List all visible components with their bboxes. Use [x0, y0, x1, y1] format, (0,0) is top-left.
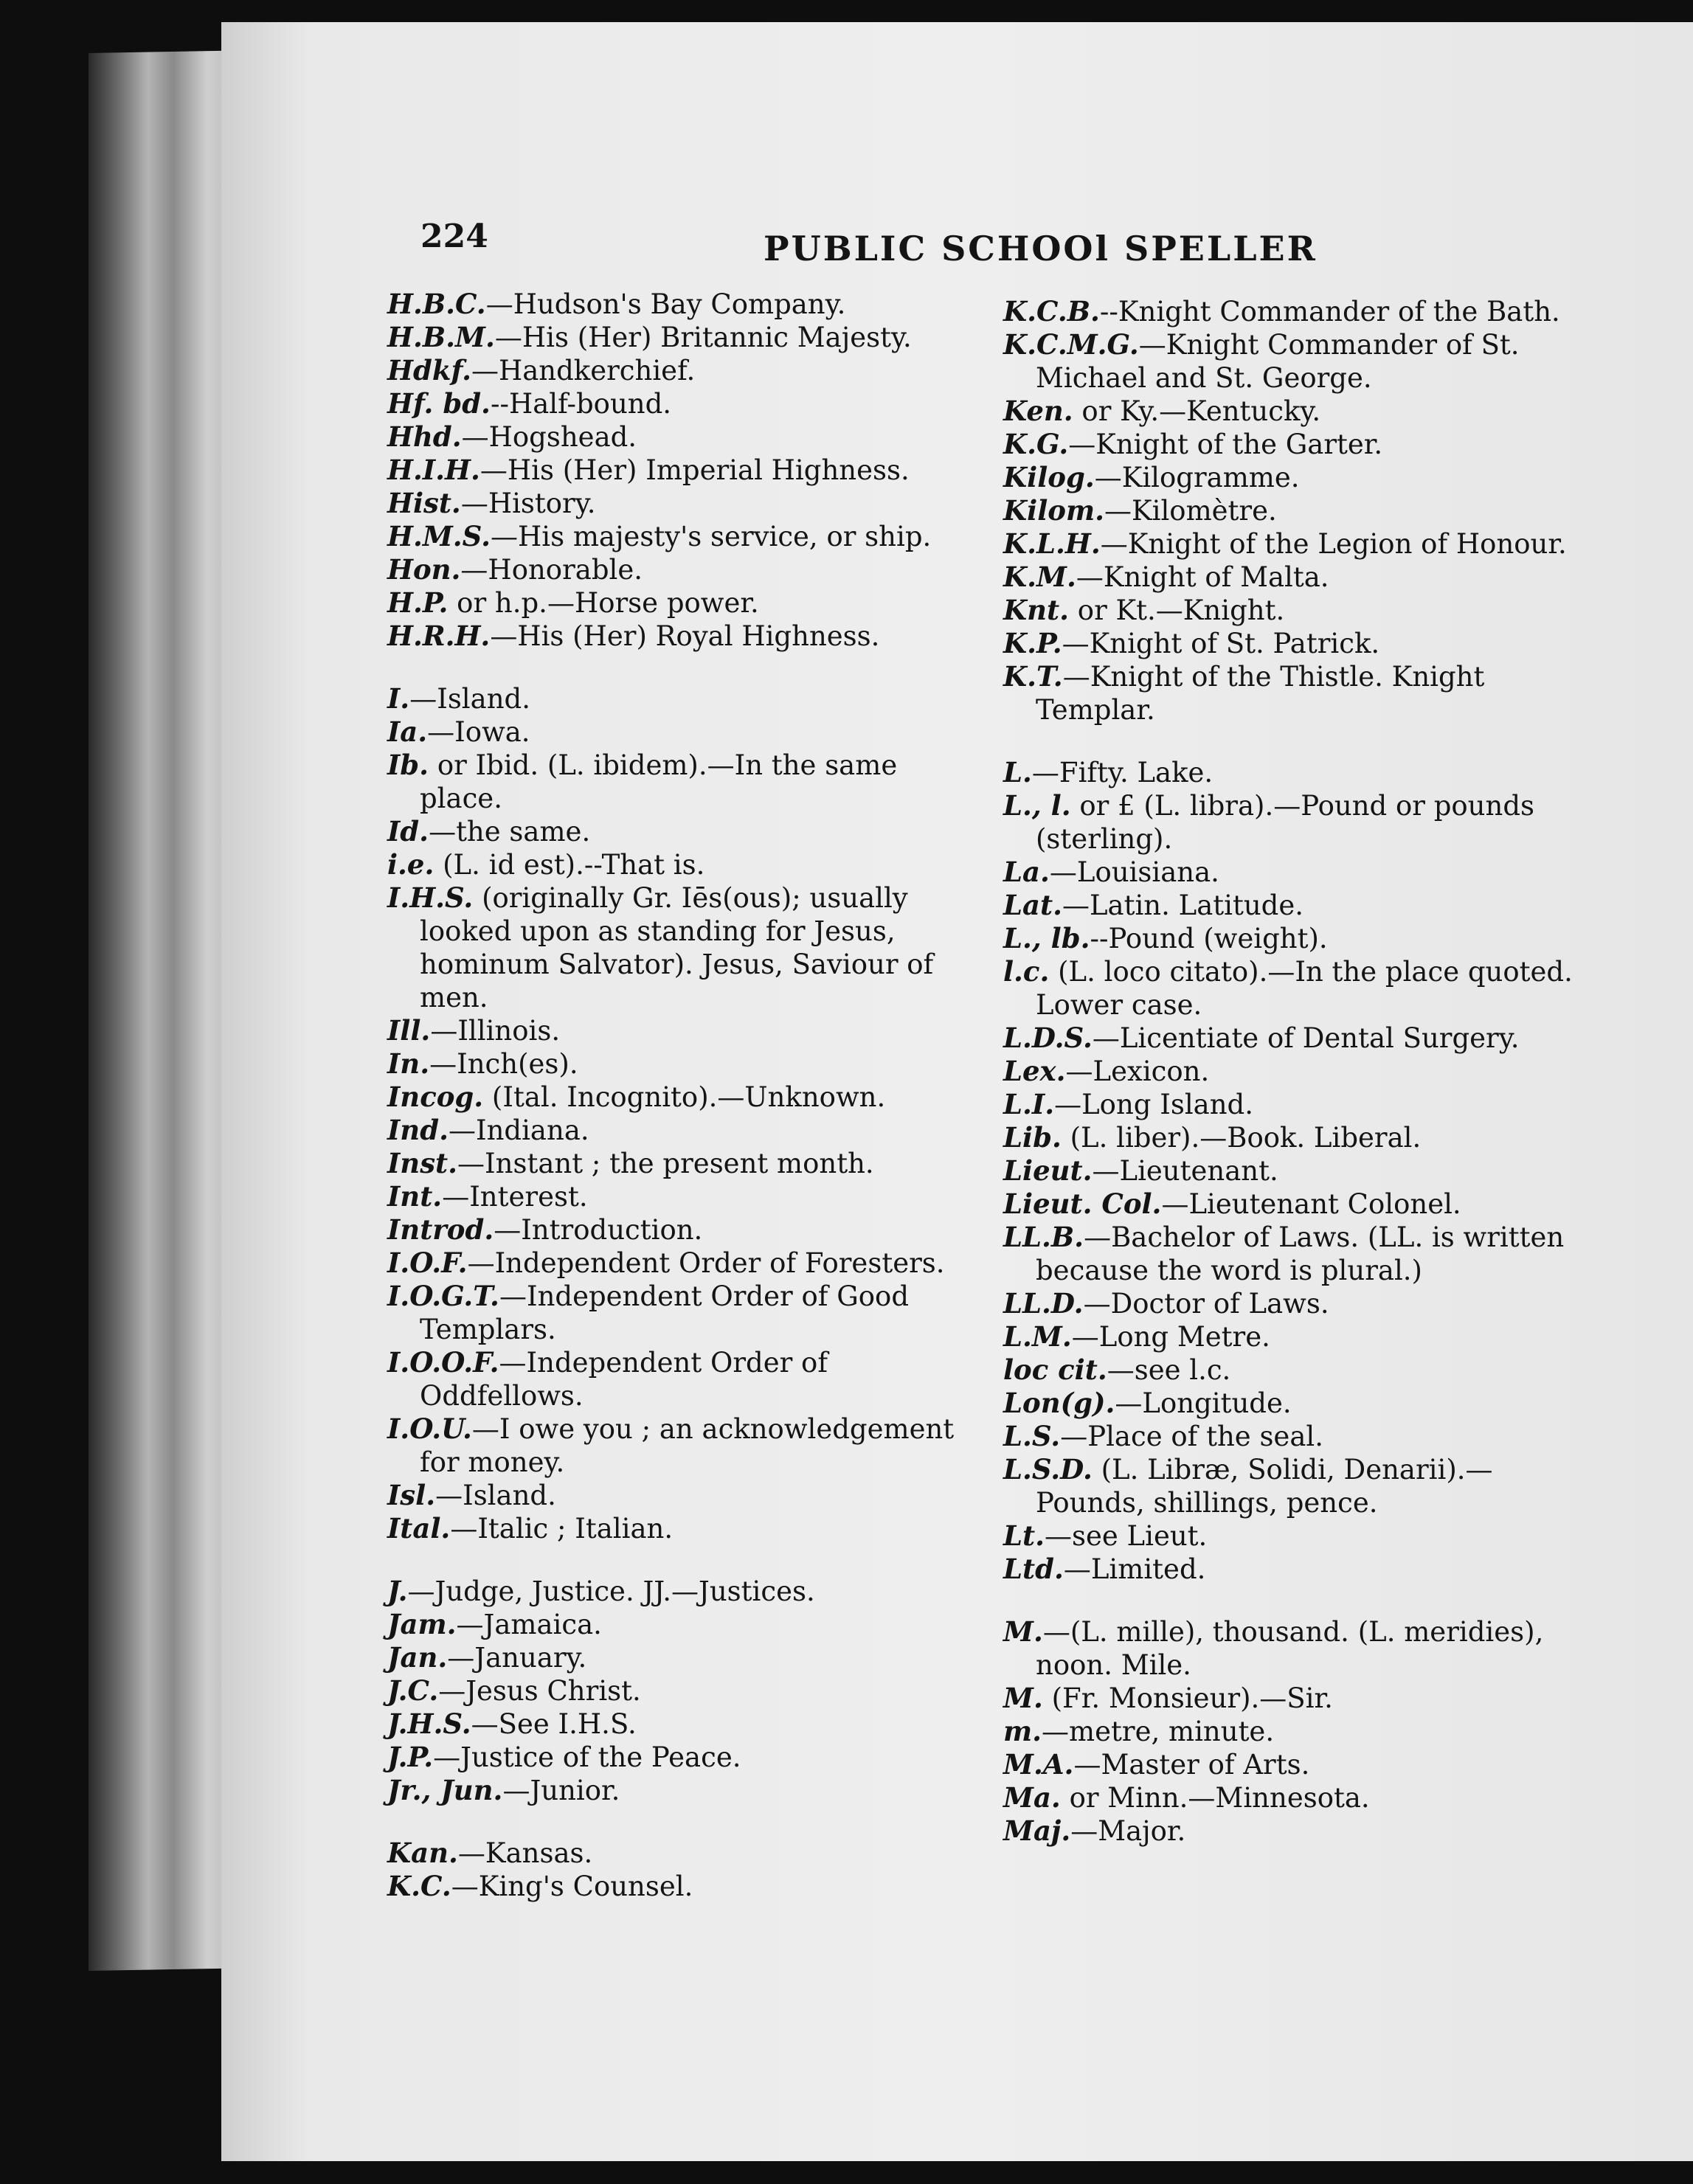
- entry-definition: —Introduction.: [494, 1214, 703, 1246]
- dictionary-entry: [387, 1512, 963, 1545]
- dictionary-entry: [387, 1047, 963, 1081]
- entry-abbreviation: L., l.: [1003, 789, 1071, 822]
- dictionary-entry: [1003, 627, 1579, 660]
- entry-abbreviation: M.: [1003, 1682, 1043, 1714]
- dictionary-entry: [387, 620, 963, 653]
- entry-abbreviation: L.S.: [1003, 1420, 1061, 1452]
- entry-abbreviation: Inst.: [387, 1147, 458, 1179]
- entry-definition: —Junior.: [502, 1775, 620, 1806]
- dictionary-entry: [1003, 856, 1579, 889]
- entry-definition: —Knight of the Thistle. Knight Templar.: [1036, 661, 1485, 726]
- dictionary-entry: [387, 1575, 963, 1608]
- entry-abbreviation: In.: [387, 1047, 430, 1080]
- entry-definition: (Ital. Incognito).—Unknown.: [483, 1081, 886, 1113]
- dictionary-entry: [1003, 1287, 1579, 1320]
- dictionary-entry: [1003, 660, 1579, 727]
- entry-abbreviation: LL.D.: [1003, 1287, 1084, 1320]
- entry-group: [1003, 295, 1579, 727]
- entry-definition: —Knight of St. Patrick.: [1062, 628, 1380, 659]
- entry-abbreviation: Ital.: [387, 1512, 451, 1545]
- entry-definition: —Longitude.: [1115, 1387, 1292, 1419]
- dictionary-entry: [1003, 1188, 1579, 1221]
- dictionary-entry: [387, 1114, 963, 1147]
- entry-abbreviation: Hdkf.: [387, 354, 471, 386]
- entry-abbreviation: Introd.: [387, 1213, 494, 1246]
- entry-definition: --Pound (weight).: [1090, 923, 1328, 954]
- dictionary-entry: [387, 1608, 963, 1641]
- dictionary-entry: [1003, 1682, 1579, 1715]
- entry-definition: —Jamaica.: [456, 1609, 602, 1640]
- dictionary-entry: [1003, 561, 1579, 594]
- dictionary-entry: [387, 1280, 963, 1346]
- entry-definition: —Honorable.: [460, 554, 643, 586]
- dictionary-entry: [1003, 428, 1579, 461]
- dictionary-entry: [387, 715, 963, 749]
- entry-abbreviation: J.H.S.: [387, 1708, 471, 1740]
- entry-abbreviation: Int.: [387, 1180, 443, 1213]
- entry-abbreviation: L.: [1003, 756, 1032, 788]
- dictionary-entry: [387, 1014, 963, 1047]
- entry-abbreviation: Kilog.: [1003, 461, 1095, 493]
- entry-definition: —Instant ; the present month.: [457, 1148, 874, 1179]
- dictionary-entry: [387, 1479, 963, 1512]
- entry-definition: —His (Her) Imperial Highness.: [479, 454, 910, 486]
- dictionary-entry: [1003, 494, 1579, 527]
- left-column: [387, 288, 963, 1932]
- dictionary-entry: [387, 1870, 963, 1903]
- dictionary-entry: [387, 387, 963, 420]
- entry-definition: —Limited.: [1063, 1553, 1206, 1585]
- entry-abbreviation: I.: [387, 682, 410, 715]
- entry-group: [1003, 1615, 1579, 1848]
- entry-abbreviation: Jam.: [387, 1608, 457, 1640]
- entry-definition: —History.: [460, 488, 596, 519]
- entry-abbreviation: Ind.: [387, 1114, 449, 1146]
- entry-abbreviation: Lat.: [1003, 889, 1062, 921]
- entry-definition: —Italic ; Italian.: [450, 1513, 674, 1545]
- entry-abbreviation: Isl.: [387, 1479, 436, 1511]
- entry-abbreviation: Lon(g).: [1003, 1387, 1115, 1419]
- entry-group: [387, 288, 963, 653]
- entry-definition: —Lexicon.: [1065, 1055, 1210, 1087]
- dictionary-entry: [387, 321, 963, 354]
- entry-abbreviation: Kan.: [387, 1837, 458, 1869]
- dictionary-entry: [1003, 1715, 1579, 1748]
- entry-definition: —See I.H.S.: [471, 1708, 637, 1740]
- entry-definition: —Latin. Latitude.: [1062, 890, 1304, 921]
- entry-definition: or Ibid. (L. ibidem).—In the same place.: [420, 749, 898, 814]
- dictionary-entry: [1003, 1781, 1579, 1814]
- entry-abbreviation: l.c.: [1003, 955, 1050, 988]
- entry-abbreviation: Lex.: [1003, 1055, 1066, 1087]
- entry-abbreviation: H.R.H.: [387, 620, 491, 652]
- entry-definition: —Independent Order of Oddfellows.: [420, 1347, 828, 1412]
- entry-abbreviation: K.P.: [1003, 627, 1062, 659]
- entry-abbreviation: J.: [387, 1575, 408, 1607]
- entry-definition: —Lieutenant.: [1092, 1155, 1278, 1187]
- dictionary-entry: [1003, 1519, 1579, 1553]
- dictionary-entry: [1003, 395, 1579, 428]
- entry-definition: (L. loco citato).—In the place quoted. Lower case.: [1036, 956, 1573, 1021]
- entry-definition: —Indiana.: [448, 1114, 589, 1146]
- dictionary-entry: [387, 487, 963, 520]
- entry-definition: —Kansas.: [457, 1837, 593, 1869]
- dictionary-entry: [1003, 1022, 1579, 1055]
- dictionary-entry: [387, 288, 963, 321]
- entry-definition: —Island.: [435, 1480, 556, 1511]
- dictionary-entry: [1003, 1420, 1579, 1453]
- right-column: [1003, 295, 1579, 1877]
- dictionary-entry: [387, 1741, 963, 1774]
- entry-definition: —Bachelor of Laws. (LL. is written because the word is plural.): [1036, 1221, 1565, 1286]
- entry-definition: —Knight of the Legion of Honour.: [1100, 528, 1567, 560]
- dictionary-entry: [387, 682, 963, 715]
- entry-definition: —Iowa.: [427, 716, 530, 748]
- entry-abbreviation: Ken.: [1003, 395, 1073, 427]
- entry-abbreviation: loc cit.: [1003, 1353, 1107, 1386]
- dictionary-entry: [387, 354, 963, 387]
- entry-definition: (L. Libræ, Solidi, Denarii).—Pounds, shillings, pence.: [1036, 1454, 1493, 1519]
- entry-definition: —metre, minute.: [1042, 1716, 1275, 1747]
- dictionary-entry: [1003, 1748, 1579, 1781]
- dictionary-entry: [387, 1412, 963, 1479]
- dictionary-entry: [387, 586, 963, 620]
- entry-definition: —His majesty's service, or ship.: [490, 521, 932, 552]
- dictionary-entry: [387, 1774, 963, 1807]
- entry-definition: —Lieutenant Colonel.: [1161, 1188, 1461, 1220]
- dictionary-entry: [387, 520, 963, 553]
- entry-abbreviation: Lieut.: [1003, 1154, 1093, 1187]
- dictionary-entry: [387, 553, 963, 586]
- entry-definition: —Independent Order of Good Templars.: [420, 1280, 910, 1345]
- dictionary-entry: [1003, 756, 1579, 789]
- dictionary-entry: [1003, 1121, 1579, 1154]
- entry-abbreviation: K.C.B.: [1003, 295, 1100, 327]
- entry-definition: —His (Her) Royal Highness.: [490, 620, 880, 652]
- page-number: 224: [420, 218, 488, 255]
- entry-abbreviation: K.C.: [387, 1870, 451, 1902]
- entry-abbreviation: H.P.: [387, 586, 449, 619]
- entry-definition: —Licentiate of Dental Surgery.: [1092, 1022, 1520, 1054]
- entry-abbreviation: Ma.: [1003, 1781, 1061, 1814]
- dictionary-entry: [387, 1708, 963, 1741]
- entry-definition: or Minn.—Minnesota.: [1060, 1782, 1370, 1814]
- entry-definition: —Major.: [1070, 1815, 1186, 1847]
- entry-definition: —(L. mille), thousand. (L. meridies), noon. Mile.: [1036, 1616, 1544, 1681]
- dictionary-entry: [1003, 1453, 1579, 1519]
- entry-definition: —Knight of the Garter.: [1068, 429, 1383, 460]
- entry-abbreviation: Maj.: [1003, 1814, 1071, 1847]
- entry-definition: —Hogshead.: [461, 421, 637, 453]
- entry-definition: --Half-bound.: [490, 388, 672, 420]
- dictionary-entry: [1003, 594, 1579, 627]
- dictionary-entry: [1003, 1353, 1579, 1387]
- entry-definition: —King's Counsel.: [451, 1871, 693, 1902]
- dictionary-entry: [1003, 295, 1579, 328]
- dictionary-entry: [387, 454, 963, 487]
- entry-definition: —Handkerchief.: [471, 355, 696, 386]
- entry-definition: —Master of Arts.: [1073, 1749, 1310, 1781]
- entry-definition: or Ky.—Kentucky.: [1073, 395, 1321, 427]
- entry-definition: —Place of the seal.: [1060, 1421, 1323, 1452]
- dictionary-entry: [1003, 1615, 1579, 1682]
- entry-abbreviation: Jr., Jun.: [387, 1774, 503, 1806]
- entry-definition: (Fr. Monsieur).—Sir.: [1042, 1682, 1333, 1714]
- dictionary-entry: [387, 881, 963, 1014]
- entry-definition: —the same.: [429, 816, 591, 847]
- dictionary-entry: [387, 749, 963, 815]
- entry-definition: —January.: [447, 1642, 587, 1674]
- entry-abbreviation: K.G.: [1003, 428, 1069, 460]
- entry-abbreviation: Lieut. Col.: [1003, 1188, 1162, 1220]
- entry-abbreviation: Ib.: [387, 749, 429, 781]
- entry-abbreviation: H.B.M.: [387, 321, 495, 353]
- entry-definition: (L. id est).--That is.: [434, 849, 705, 881]
- entry-abbreviation: Ia.: [387, 715, 428, 748]
- entry-abbreviation: L.I.: [1003, 1088, 1055, 1120]
- dictionary-entry: [1003, 1320, 1579, 1353]
- dictionary-entry: [1003, 889, 1579, 922]
- dictionary-entry: [387, 1081, 963, 1114]
- entry-definition: —Kilogramme.: [1094, 462, 1300, 493]
- entry-definition: —Long Island.: [1054, 1089, 1253, 1120]
- entry-abbreviation: L.S.D.: [1003, 1453, 1093, 1486]
- entry-abbreviation: K.T.: [1003, 660, 1063, 693]
- entry-abbreviation: i.e.: [387, 848, 434, 881]
- entry-abbreviation: I.O.G.T.: [387, 1280, 499, 1312]
- dictionary-entry: [1003, 1088, 1579, 1121]
- entry-abbreviation: L.M.: [1003, 1320, 1072, 1353]
- dictionary-entry: [1003, 1055, 1579, 1088]
- dictionary-entry: [1003, 328, 1579, 395]
- dictionary-entry: [387, 1213, 963, 1247]
- entry-definition: —Fifty. Lake.: [1031, 757, 1214, 788]
- entry-abbreviation: K.M.: [1003, 561, 1076, 593]
- entry-abbreviation: I.O.O.F.: [387, 1346, 499, 1379]
- entry-definition: —Interest.: [442, 1181, 588, 1213]
- entry-definition: or h.p.—Horse power.: [448, 587, 759, 619]
- dictionary-entry: [1003, 1154, 1579, 1188]
- entry-abbreviation: H.B.C.: [387, 288, 486, 320]
- entry-abbreviation: I.O.F.: [387, 1247, 468, 1279]
- entry-abbreviation: LL.B.: [1003, 1221, 1084, 1253]
- entry-definition: —Justice of the Peace.: [433, 1741, 741, 1773]
- entry-abbreviation: Hon.: [387, 553, 461, 586]
- dictionary-entry: [1003, 922, 1579, 955]
- entry-definition: —I owe you ; an acknowledgement for money.: [420, 1413, 955, 1478]
- entry-abbreviation: La.: [1003, 856, 1050, 888]
- entry-abbreviation: I.O.U.: [387, 1412, 472, 1445]
- entry-group: [387, 1575, 963, 1807]
- entry-abbreviation: M.: [1003, 1615, 1043, 1648]
- entry-abbreviation: I.H.S.: [387, 881, 474, 914]
- entry-definition: —Island.: [409, 683, 530, 715]
- running-title: PUBLIC SCHOOl SPELLER: [764, 229, 1318, 268]
- book-page: [221, 22, 1693, 2161]
- dictionary-entry: [387, 848, 963, 881]
- entry-abbreviation: Ill.: [387, 1014, 431, 1047]
- entry-definition: --Knight Commander of the Bath.: [1099, 296, 1560, 327]
- entry-definition: —Long Metre.: [1071, 1321, 1270, 1353]
- entry-definition: —Kilomètre.: [1104, 495, 1277, 527]
- entry-abbreviation: J.P.: [387, 1741, 434, 1773]
- entry-abbreviation: Incog.: [387, 1081, 484, 1113]
- entry-abbreviation: Id.: [387, 815, 429, 847]
- dictionary-entry: [387, 1247, 963, 1280]
- dictionary-entry: [1003, 1553, 1579, 1586]
- dictionary-entry: [387, 1147, 963, 1180]
- entry-abbreviation: Ltd.: [1003, 1553, 1064, 1585]
- entry-group: [387, 1837, 963, 1903]
- dictionary-entry: [1003, 1221, 1579, 1287]
- entry-abbreviation: Hhd.: [387, 420, 462, 453]
- entry-group: [387, 682, 963, 1545]
- dictionary-entry: [1003, 1814, 1579, 1848]
- entry-abbreviation: H.I.H.: [387, 454, 480, 486]
- dictionary-entry: [387, 815, 963, 848]
- entry-definition: —see l.c.: [1107, 1354, 1231, 1386]
- entry-group: [1003, 756, 1579, 1586]
- entry-definition: or Kt.—Knight.: [1069, 594, 1285, 626]
- entry-abbreviation: H.M.S.: [387, 520, 491, 552]
- entry-abbreviation: K.C.M.G.: [1003, 328, 1139, 361]
- dictionary-entry: [1003, 1387, 1579, 1420]
- entry-definition: —Illinois.: [430, 1015, 561, 1047]
- dictionary-entry: [1003, 527, 1579, 561]
- entry-abbreviation: L.D.S.: [1003, 1022, 1093, 1054]
- dictionary-entry: [387, 1180, 963, 1213]
- entry-definition: —Louisiana.: [1049, 856, 1219, 888]
- entry-definition: —Knight of Malta.: [1076, 561, 1329, 593]
- entry-definition: —Knight Commander of St. Michael and St. George.: [1036, 329, 1520, 394]
- entry-abbreviation: Knt.: [1003, 594, 1070, 626]
- entry-definition: —Inch(es).: [429, 1048, 578, 1080]
- entry-abbreviation: M.A.: [1003, 1748, 1074, 1781]
- dictionary-entry: [387, 1641, 963, 1674]
- dictionary-entry: [1003, 461, 1579, 494]
- dictionary-entry: [387, 420, 963, 454]
- entry-abbreviation: K.L.H.: [1003, 527, 1101, 560]
- dictionary-entry: [1003, 955, 1579, 1022]
- entry-definition: —His (Her) Britannic Majesty.: [494, 322, 912, 353]
- entry-definition: —Jesus Christ.: [438, 1675, 641, 1707]
- entry-definition: (originally Gr. Iēs(ous); usually looked upon as standing for Jesus, hominum Salvator). Jesus, Saviour of men.: [420, 882, 934, 1013]
- entry-definition: —see Lieut.: [1045, 1520, 1208, 1552]
- entry-abbreviation: Jan.: [387, 1641, 448, 1674]
- entry-abbreviation: Hist.: [387, 487, 461, 519]
- dictionary-entry: [387, 1346, 963, 1412]
- entry-abbreviation: Lt.: [1003, 1519, 1045, 1552]
- entry-abbreviation: Hf. bd.: [387, 387, 491, 420]
- entry-definition: or £ (L. libra).—Pound or pounds (sterling).: [1036, 790, 1535, 855]
- entry-definition: —Hudson's Bay Company.: [485, 288, 846, 320]
- page-header: [221, 199, 1693, 268]
- entry-abbreviation: Kilom.: [1003, 494, 1104, 527]
- entry-abbreviation: m.: [1003, 1715, 1042, 1747]
- dictionary-entry: [387, 1674, 963, 1708]
- entry-definition: (L. liber).—Book. Liberal.: [1061, 1122, 1422, 1154]
- entry-definition: —Independent Order of Foresters.: [467, 1247, 945, 1279]
- entry-abbreviation: L., lb.: [1003, 922, 1090, 954]
- dictionary-entry: [387, 1837, 963, 1870]
- entry-definition: —Judge, Justice. JJ.—Justices.: [407, 1575, 815, 1607]
- entry-abbreviation: Lib.: [1003, 1121, 1062, 1154]
- dictionary-entry: [1003, 789, 1579, 856]
- entry-definition: —Doctor of Laws.: [1083, 1288, 1329, 1320]
- entry-abbreviation: J.C.: [387, 1674, 439, 1707]
